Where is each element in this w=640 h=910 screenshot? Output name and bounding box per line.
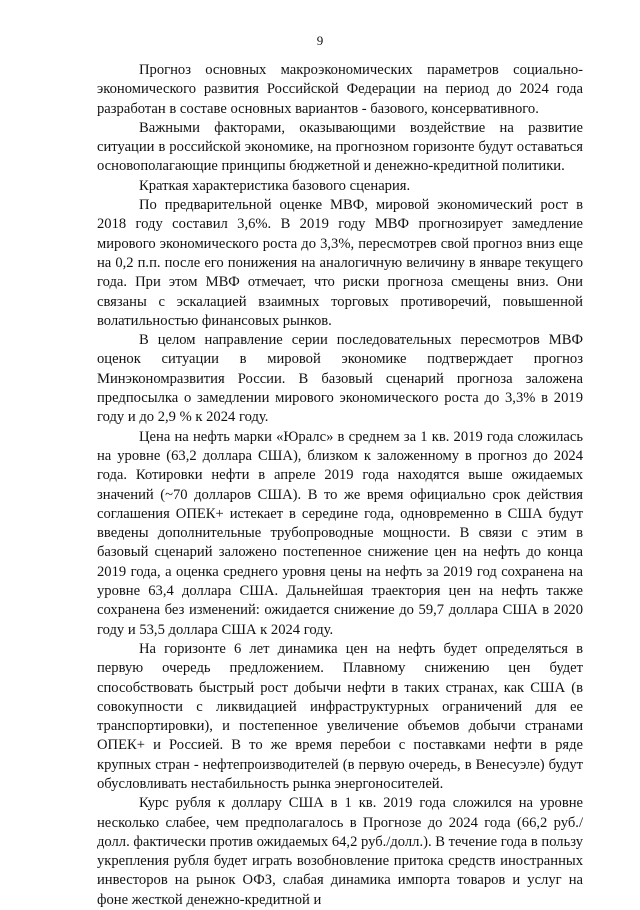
paragraph-imf-revisions: В целом направление серии последовательных пересмотров МВФ оценок ситуации в мировой экономике подтверждает прогноз Минэкономразвития России. В базовый сценарий прогноза заложена предпосылка о замедлении мирового экономического роста до 3,3% в 2019 году и до 2,9 % к 2024 году. (97, 332, 583, 426)
paragraph-ruble-rate: Курс рубля к доллару США в 1 кв. 2019 года сложился на уровне несколько слабее, чем предполагалось в Прогнозе до 2024 года (66,2 руб./долл. фактически против ожидаемых 64,2 руб./долл.). В течение года в пользу укрепления рубля будет играть возобновление притока средств иностранных инвесторов на рынок ОФЗ, слабая динамика импорта товаров и услуг на фоне жесткой денежно-кредитной и (97, 795, 583, 908)
paragraph-forecast-intro: Прогноз основных макроэкономических параметров социально-экономического развития Российской Федерации на период до 2024 года разработан в составе основных вариантов - базового, консервативного. (97, 62, 583, 117)
paragraph-base-scenario-heading: Краткая характеристика базового сценария. (139, 177, 411, 194)
paragraph-imf-estimate: По предварительной оценке МВФ, мировой экономический рост в 2018 году составил 3,6%. В 2019 году МВФ прогнозирует замедление мирового экономического роста до 3,3%, пересмотрев свой прогноз вниз еще на 0,2 п.п. после его понижения на аналогичную величину в январе текущего года. При этом МВФ отмечает, что риски прогноза смещены вниз. Они связаны с эскалацией взаимных торговых противоречий, повышенной волатильностью финансовых рынков. (97, 197, 583, 329)
document-body (97, 61, 583, 910)
paragraph-oil-dynamics: На горизонте 6 лет динамика цен на нефть будет определяться в первую очередь предложением. Плавному снижению цен будет способствовать быстрый рост добычи нефти в таких странах, как США (в совокупности с ликвидацией инфраструктурных ограничений для ее транспортировки), и постепенное увеличение объемов добычи странами ОПЕК+ и Россией. В то же время перебои с поставками нефти в ряде крупных стран - нефтепроизводителей (в первую очередь, в Венесуэле) будут обусловливать нестабильность рынка энергоносителей. (97, 640, 583, 792)
page-number: 9 (316, 33, 324, 48)
paragraph-urals-oil-price: Цена на нефть марки «Юралс» в среднем за 1 кв. 2019 года сложилась на уровне (63,2 доллара США), близком к заложенному в прогноз до 2024 года. Котировки нефти в апреле 2019 года находятся выше ожидаемых значений (~70 долларов США). В то же время официально срок действия соглашения ОПЕК+ истекает в середине года, одновременно в США будут введены дополнительные трубопроводные мощности. В связи с этим в базовый сценарий заложено постепенное снижение цен на нефть до конца 2019 года, а оценка среднего уровня цены на нефть за 2019 год сохранена на уровне 63,4 доллара США. Дальнейшая траектория цен на нефть также сохранена без изменений: ожидается снижение до 59,7 доллара США в 2020 году и 53,5 доллара США к 2024 году. (97, 428, 583, 638)
paragraph-key-factors: Важными факторами, оказывающими воздействие на развитие ситуации в российской экономике, на прогнозном горизонте будут оставаться основополагающие принципы бюджетной и денежно-кредитной политики. (97, 119, 583, 175)
